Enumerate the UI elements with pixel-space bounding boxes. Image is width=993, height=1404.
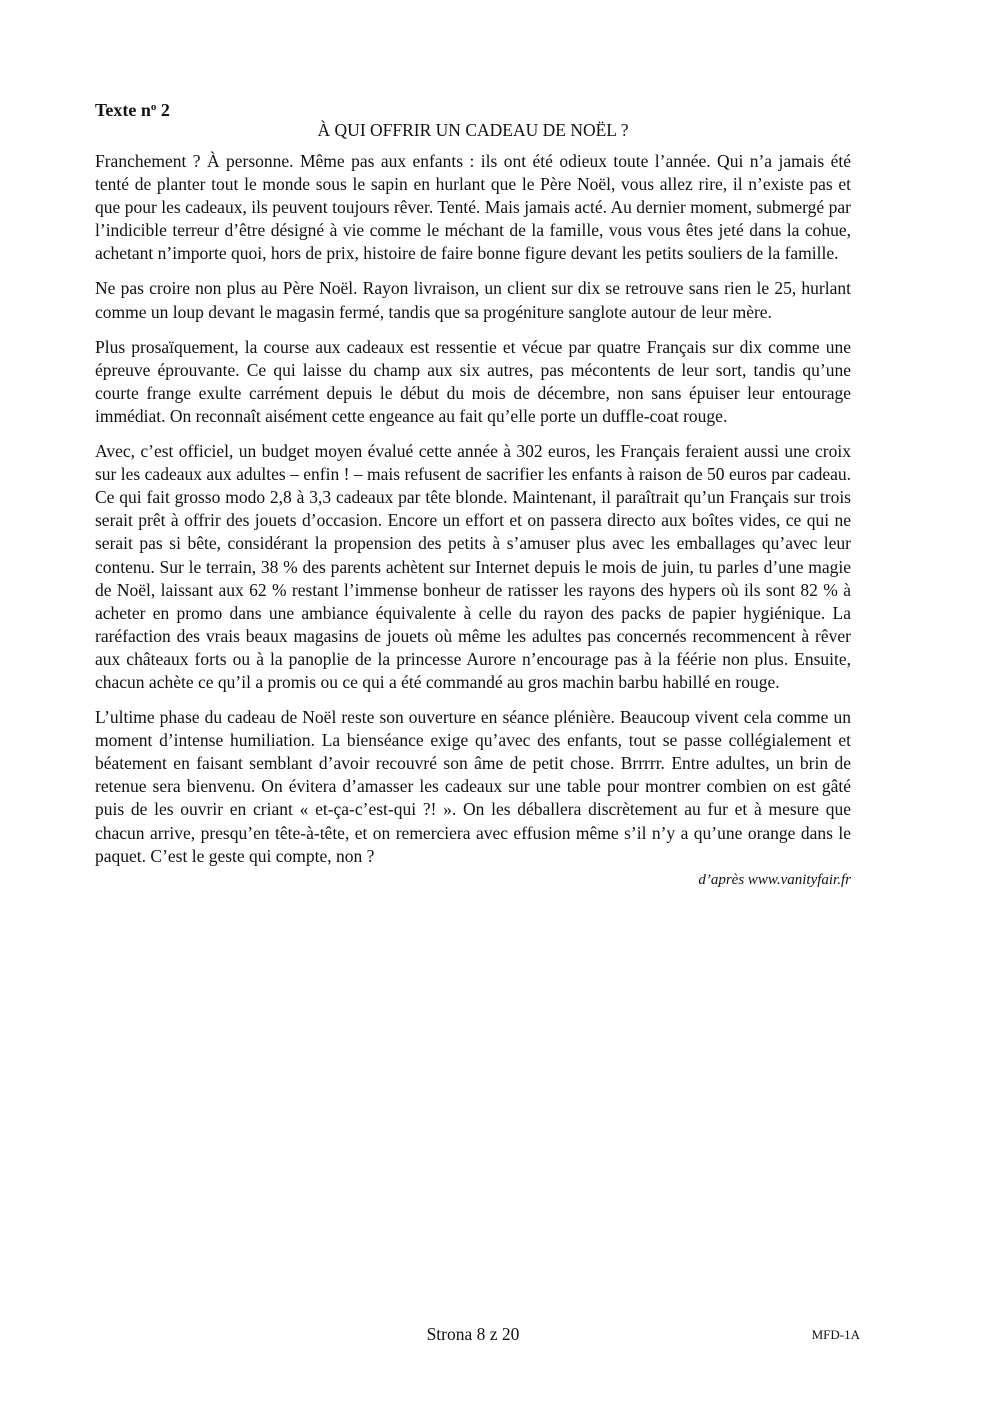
- paragraph-4: Avec, c’est officiel, un budget moyen évalué cette année à 302 euros, les Français feraient aussi une croix sur les cadeaux aux adultes – enfin ! – mais refusent de sacrifier les enfants à raison de 50 euros par cadeau. Ce qui fait grosso modo 2,8 à 3,3 cadeaux par tête blonde. Maintenant, il paraîtrait qu’un Français sur trois serait prêt à offrir des jouets d’occasion. Encore un effort et on passera directo aux boîtes vides, ce qui ne serait pas si bête, considérant la propension des petits à s’amuser plus avec les emballages qu’avec leur contenu. Sur le terrain, 38 % des parents achètent sur Internet depuis le mois de juin, tu parles d’une magie de Noël, laissant aux 62 % restant l’immense bonheur de ratisser les rayons des hypers où ils sont 82 % à acheter en promo dans une ambiance équivalente à celle du rayon des packs de papier hygiénique. La raréfaction des vrais beaux magasins de jouets où même les adultes pas concernés recommencent à rêver aux châteaux forts ou à la panoplie de la princesse Aurore n’encourage pas à la féérie non plus. Ensuite, chacun achète ce qu’il a promis ou ce qui a été commandé au gros machin barbu habillé en rouge.: [95, 441, 851, 692]
- paragraph-3: Plus prosaïquement, la course aux cadeaux est ressentie et vécue par quatre Français sur dix comme une épreuve éprouvante. Ce qui laisse du champ aux six autres, pas mécontents de leur sort, tandis qu’une courte frange exulte carrément depuis le début du mois de décembre, non sans épuiser leur entourage immédiat. On reconnaît aisément cette engeance au fait qu’elle porte un duffle-coat rouge.: [95, 336, 851, 426]
- paragraph-5: L’ultime phase du cadeau de Noël reste son ouverture en séance plénière. Beaucoup vivent cela comme un moment d’intense humiliation. La bienséance exige qu’avec des enfants, tout se passe collégialement et béatement en faisant semblant d’avoir recouvré son âme de petit chose. Brrrrr. Entre adultes, un brin de retenue sera bienvenu. On évitera d’amasser les cadeaux sur une table pour montrer combien on est gâté puis de les ouvrir en criant « et-ça-c’est-qui ?! ». On les déballera discrètement au fur et à mesure que chacun arrive, presqu’en tête-à-tête, et on remerciera avec effusion même s’il n’y a qu’une orange dans le paquet. C’est le geste qui compte, non ?: [95, 707, 851, 866]
- source-citation: d’après www.vanityfair.fr: [698, 871, 851, 888]
- text-label-prefix: Texte n: [95, 100, 151, 120]
- article-body: [95, 150, 851, 890]
- article-title: À QUI OFFRIR UN CADEAU DE NOËL ?: [317, 120, 629, 140]
- text-number-label: [95, 96, 170, 121]
- text-label-number: 2: [160, 100, 170, 120]
- paragraph-2: Ne pas croire non plus au Père Noël. Rayon livraison, un client sur dix se retrouve sans rien le 25, hurlant comme un loup devant le magasin fermé, tandis que sa progéniture sanglote autour de leur mère.: [95, 278, 851, 322]
- paragraph-1: Franchement ? À personne. Même pas aux enfants : ils ont été odieux toute l’année. Qui n’a jamais été tenté de planter tout le monde sous le sapin en hurlant que le Père Noël, vous allez rire, il n’existe pas et que pour les cadeaux, ils peuvent toujours rêver. Tenté. Mais jamais acté. Au dernier moment, submergé par l’indicible terreur d’être désigné à vie comme le méchant de la famille, vous vous êtes jeté dans la cohue, achetant n’importe quoi, hors de prix, histoire de faire bonne figure devant les petits souliers de la famille.: [95, 151, 851, 264]
- exam-code: MFD-1A: [811, 1327, 860, 1342]
- text-label-superscript: o: [150, 101, 157, 113]
- page-number: Strona 8 z 20: [426, 1324, 520, 1344]
